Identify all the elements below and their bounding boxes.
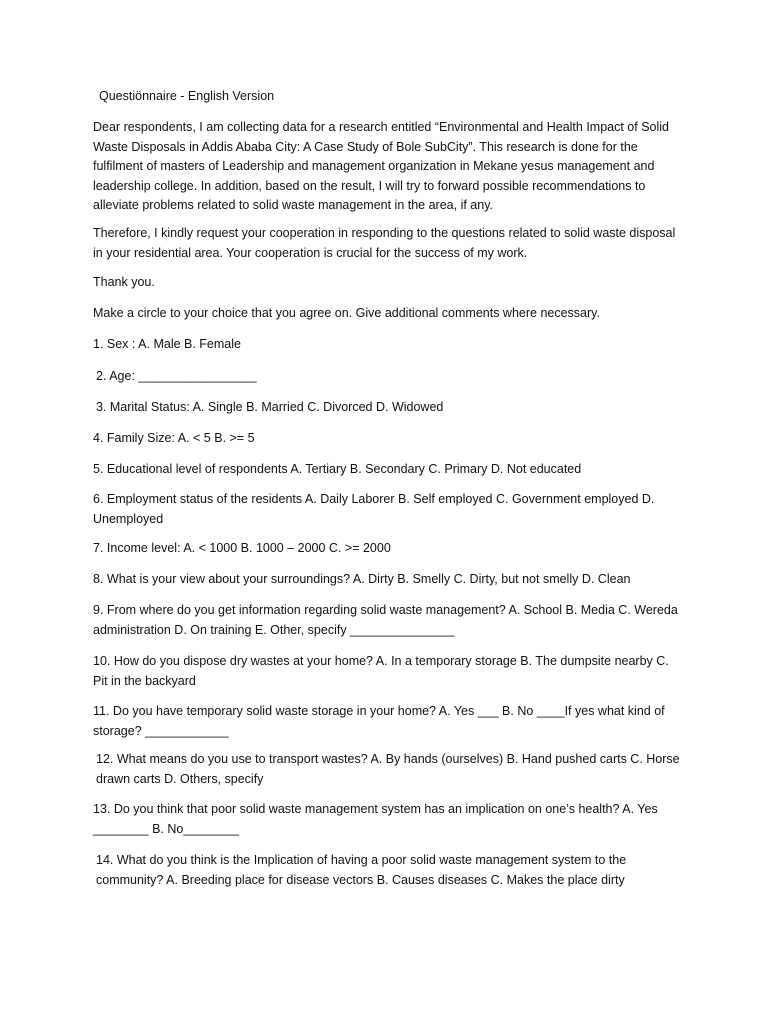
question-3: 3. Marital Status: A. Single B. Married C. Divorced D. Widowed — [96, 400, 444, 414]
question-8: 8. What is your view about your surroundings? A. Dirty B. Smelly C. Dirty, but not smelly D. Clean — [93, 572, 631, 586]
question-5: 5. Educational level of respondents A. Tertiary B. Secondary C. Primary D. Not educated — [93, 462, 582, 476]
request-paragraph: Therefore, I kindly request your cooperation in responding to the questions related to solid waste disposal in your residential area. Your cooperation is crucial for the success of my work. — [93, 226, 676, 260]
document-title: Questiönnaire - English Version — [99, 89, 275, 103]
question-11: 11. Do you have temporary solid waste storage in your home? A. Yes ___ B. No ____If yes what kind of storage? ____________ — [93, 704, 665, 738]
question-14: 14. What do you think is the Implication of having a poor solid waste management system to the community? A. Breeding place for disease vectors B. Causes diseases C. Makes the place dirty — [96, 853, 627, 887]
question-12: 12. What means do you use to transport wastes? A. By hands (ourselves) B. Hand pushed carts C. Horse drawn carts D. Others, specify — [96, 752, 680, 786]
question-4: 4. Family Size: A. < 5 B. >= 5 — [93, 431, 255, 445]
question-2: 2. Age: _________________ — [96, 369, 257, 383]
intro-paragraph: Dear respondents, I am collecting data for a research entitled “Environmental and Health Impact of Solid Waste Disposals in Addis Ababa City: A Case Study of Bole SubCity”. This research is done for the fulfilment of masters of Leadership and management organization in Mekane yesus management and leadership college. In addition, based on the result, I will try to forward possible recommendations to alleviate problems related to solid waste management in the area, if any. — [93, 120, 670, 212]
question-13: 13. Do you think that poor solid waste management system has an implication on one’s health? A. Yes ________ B. No________ — [93, 802, 658, 836]
question-6: 6. Employment status of the residents A. Daily Laborer B. Self employed C. Government employed D. Unemployed — [93, 492, 655, 526]
thanks-text: Thank you. — [93, 275, 155, 289]
instruction-text: Make a circle to your choice that you agree on. Give additional comments where necessary. — [93, 306, 600, 320]
question-9: 9. From where do you get information regarding solid waste management? A. School B. Media C. Wereda administration D. On training E. Other, specify _______________ — [93, 603, 678, 637]
question-10: 10. How do you dispose dry wastes at your home? A. In a temporary storage B. The dumpsite nearby C. Pit in the backyard — [93, 654, 669, 688]
question-7: 7. Income level: A. < 1000 B. 1000 – 2000 C. >= 2000 — [93, 541, 391, 555]
question-1: 1. Sex : A. Male B. Female — [93, 337, 241, 351]
